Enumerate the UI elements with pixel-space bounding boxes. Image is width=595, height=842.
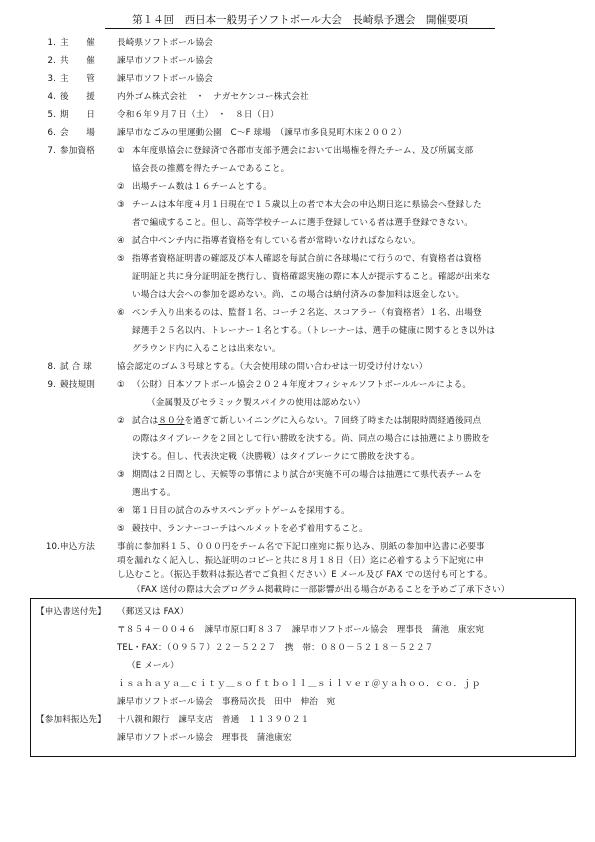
point-line-start: 試合は bbox=[132, 416, 159, 426]
item-number: 4. bbox=[47, 92, 56, 102]
point-line: 録選手２５名以内、トレーナー１名とする。（トレーナーは、選手の健康に関するとき以外は bbox=[132, 326, 495, 336]
item-label: 主 催 bbox=[60, 38, 95, 48]
application-line: 事前に参加料１５、０００円をチーム名で下記口座宛に振り込み、別紙の参加申込書に必要事 bbox=[117, 542, 485, 552]
item-value: 令和６年９月７日（土） ・ ８日（日） bbox=[117, 110, 279, 120]
item-number: 6. bbox=[47, 128, 56, 138]
item-number: 3. bbox=[47, 74, 56, 84]
item-number: 5. bbox=[47, 110, 56, 120]
point-line: ベンチ入り出来るのは、監督１名、コーチ２名迄、スコアラー（有資格者）１名、出場登 bbox=[132, 308, 482, 318]
point-mark: ④ bbox=[117, 236, 125, 246]
point-mark: ③ bbox=[117, 200, 125, 210]
point-line: 本年度県協会に登録済で各郡市支部予選会において出場権を得たチーム、及び所属支部 bbox=[132, 146, 474, 156]
time-limit-underlined: ８０分 bbox=[158, 416, 185, 426]
point-line: 選出する。 bbox=[132, 488, 176, 498]
account-holder: 諫早市ソフトボール協会 理事長 蒲池康宏 bbox=[117, 733, 292, 743]
point-mark: ③ bbox=[117, 470, 125, 480]
item-label: 期 日 bbox=[60, 110, 95, 120]
item-value: 諫早市なごみの里運動公園 C～F 球場 （諫早市多良見町木床２００２） bbox=[117, 128, 407, 138]
point-line: 証明証と共に身分証明証を携行し、資格確認実施の際に本人が提示すること。確認が出来な bbox=[132, 272, 491, 282]
point-mark: ⑤ bbox=[117, 524, 125, 534]
point-line bbox=[132, 414, 481, 428]
send-to-label: 【申込書送付先】 bbox=[36, 607, 106, 617]
point-line: 指導者資格証明書の確認及び本人確認を每試合前に各球場にて行うので、有資格者は資格 bbox=[132, 254, 482, 264]
mailing-address: 〒８５４－００４６ 諫早市原口町８３７ 諫早市ソフトボール協会 理事長 蒲池 康宏宛 bbox=[117, 625, 485, 635]
item-number: 1. bbox=[47, 38, 56, 48]
point-line: 競技中、ランナーコーチはヘルメットを必ず着用すること。 bbox=[132, 524, 368, 534]
point-mark: ② bbox=[117, 182, 125, 192]
item-value: 内外ゴム株式会社 ・ ナガセケンコー株式会社 bbox=[117, 92, 309, 102]
point-line: 決する。但し、代表決定戦（決勝戦）はタイブレークにて勝敗を決する。 bbox=[132, 452, 420, 462]
document-title: 第１４回 西日本一般男子ソフトボール大会 長崎県予選会 開催要項 bbox=[105, 13, 495, 29]
phone-fax: TEL・FAX：（０９５７）２２－５２２７ 携 帯：０８０－５２１８－５２２７ bbox=[117, 643, 434, 653]
point-mark: ② bbox=[117, 416, 125, 426]
item-label: 試 合 球 bbox=[60, 362, 92, 372]
contact-person: 諫早市ソフトボール協会 事務局次長 田中 伸治 宛 bbox=[117, 697, 336, 707]
point-line: （公財）日本ソフトボール協会２０２４年度オフィシャルソフトボールルールによる。 bbox=[132, 380, 472, 390]
point-mark: ⑤ bbox=[117, 254, 125, 264]
item-number: 2. bbox=[47, 56, 56, 66]
point-line: （金属製及びセラミック製スパイクの使用は認めない） bbox=[147, 398, 366, 408]
point-line: 者で編成すること。但し、高等学校チームに選手登録している者は選手登録できない。 bbox=[132, 218, 474, 228]
point-mark: ⑥ bbox=[117, 308, 125, 318]
item-label: 参加資格 bbox=[60, 146, 95, 156]
point-line: 試合中ベンチ内に指導者資格を有している者が常時いなければならない。 bbox=[132, 236, 421, 246]
item-label: 後 援 bbox=[60, 92, 95, 102]
email-label: （E メール） bbox=[127, 661, 180, 671]
point-line: 協会長の推薦を得たチームであること。 bbox=[132, 164, 290, 174]
point-line: 出場チーム数は１６チームとする。 bbox=[132, 182, 272, 192]
item-number: 8. bbox=[47, 362, 56, 372]
point-line: の際はタイブレークを２回として行い勝敗を決する。尚、同点の場合には抽選により勝敗を bbox=[132, 434, 490, 444]
application-line: （FAX 送付の際は大会プログラム掲載時に一部影響が出る場合があることを予めご了承下さい） bbox=[132, 585, 510, 595]
item-value: 長崎県ソフトボール協会 bbox=[117, 38, 214, 48]
item-label: 競技規則 bbox=[60, 380, 95, 390]
point-line-end: を過ぎて新しいイニングに入らない。７回終了時または制限時間経過後同点 bbox=[184, 416, 482, 426]
transfer-label: 【参加料振込先】 bbox=[36, 715, 106, 725]
item-number: 9. bbox=[47, 380, 56, 390]
item-value: 諫早市ソフトボール協会 bbox=[117, 56, 214, 66]
point-line: チームは本年度４月１日現在で１５歳以上の者で本大会の申込期日迄に県協会へ登録した bbox=[132, 200, 482, 210]
application-line: し込むこと。（振込手数料は振込者でご負担ください）E メール及び FAX での送付も可とする。 bbox=[117, 570, 493, 580]
item-number: 7. bbox=[47, 146, 56, 156]
point-mark: ① bbox=[117, 380, 125, 390]
item-label: 会 場 bbox=[60, 128, 95, 138]
item-label: 申込方法 bbox=[60, 542, 95, 552]
bank-account: 十八親和銀行 諫早支店 普通 １１３９０２１ bbox=[117, 715, 310, 725]
point-mark: ① bbox=[117, 146, 125, 156]
point-mark: ④ bbox=[117, 506, 125, 516]
point-line: 期間は２日間とし、天候等の事情により試合が実施不可の場合は抽選にて県代表チームを bbox=[132, 470, 482, 480]
item-label: 共 催 bbox=[60, 56, 95, 66]
point-line: グラウンド内に入ることは出来ない。 bbox=[132, 344, 281, 354]
item-value: 諫早市ソフトボール協会 bbox=[117, 74, 214, 84]
point-line: い場合は大会への参加を認めない。尚、この場合は納付済みの参加料は返金しない。 bbox=[132, 290, 465, 300]
email-address: ｉｓａｈａｙａ＿ｃｉｔｙ＿ｓｏｆｔｂｏｌｌ＿ｓｉｌｖｅｒ＠ｙａｈｏｏ．ｃｏ．ｊｐ bbox=[117, 679, 481, 689]
point-line: 第１日目の試合のみサスペンデットゲームを採用する。 bbox=[132, 506, 350, 516]
item-value: 協会認定のゴム３号球とする。（大会使用球の問い合わせは一切受け付けない） bbox=[117, 362, 428, 372]
item-number: 10. bbox=[45, 542, 60, 552]
application-line: 項を漏れなく記入し、振込証明のコピーと共に８月１８日（日）迄に必着するよう下記宛に申 bbox=[117, 556, 484, 566]
item-label: 主 管 bbox=[60, 74, 95, 84]
send-method-note: （郵送又は FAX） bbox=[117, 607, 189, 617]
